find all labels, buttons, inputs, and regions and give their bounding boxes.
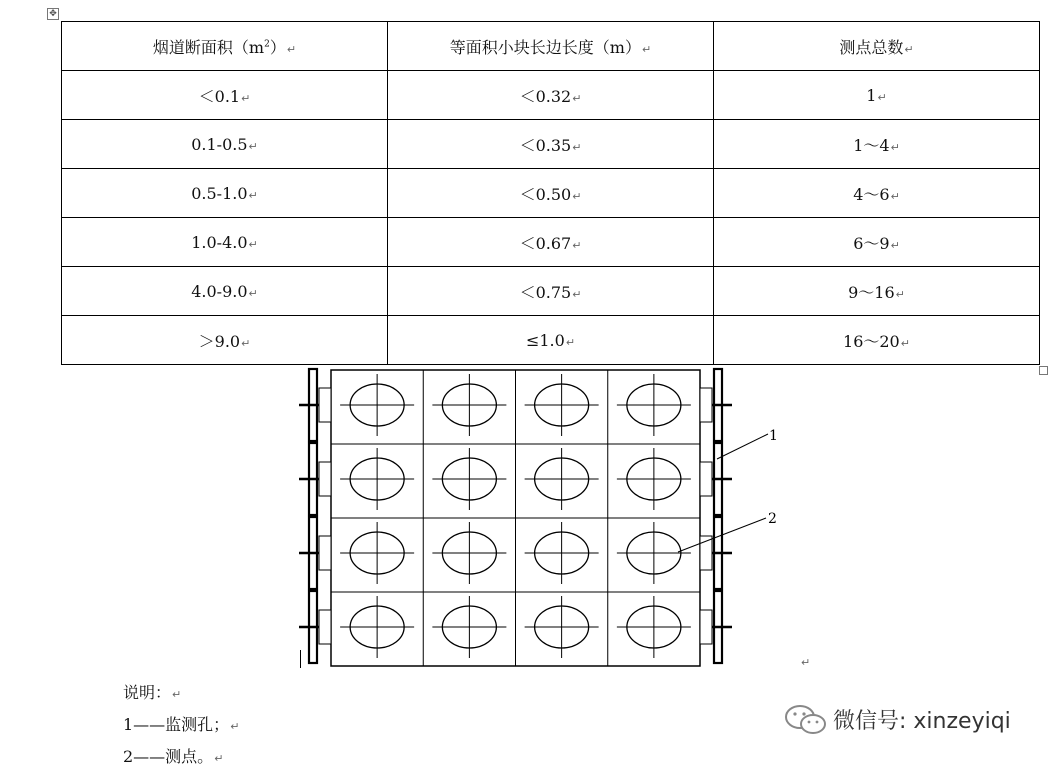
table-cell: ＜0.1↵ (62, 71, 388, 120)
table-cell: ＜0.35↵ (388, 120, 714, 169)
table-cell: ≤1.0↵ (388, 316, 714, 365)
label-2: 2 (768, 511, 777, 527)
port-nozzle (700, 388, 712, 422)
table-cell: 4～6↵ (714, 169, 1040, 218)
table-move-handle[interactable]: ✥ (47, 8, 59, 20)
header-cell: 等面积小块长边长度（m）↵ (388, 22, 714, 71)
table-cell: 6～9↵ (714, 218, 1040, 267)
note-item-1: 1——监测孔；↵ (123, 715, 240, 734)
port-nozzle (700, 610, 712, 644)
port-nozzle (319, 536, 331, 570)
note-title: 说明：↵ (123, 683, 182, 702)
port-nozzle (700, 462, 712, 496)
table-cell: 4.0-9.0↵ (62, 267, 388, 316)
paragraph-mark: ↵ (801, 656, 811, 669)
table-cell: 0.1-0.5↵ (62, 120, 388, 169)
grid-layer (331, 370, 700, 666)
table-cell: ＜0.75↵ (388, 267, 714, 316)
table-cell: ＜0.67↵ (388, 218, 714, 267)
note-item-2: 2——测点。↵ (123, 747, 224, 766)
port-nozzle (319, 388, 331, 422)
table-cell: 1.0-4.0↵ (62, 218, 388, 267)
wechat-icon (784, 704, 828, 736)
table-cell: 1～4↵ (714, 120, 1040, 169)
header-cell: 烟道断面积$(m^2)↵$ (62, 22, 388, 71)
table-cell: 9～16↵ (714, 267, 1040, 316)
table-cell: ＞9.0↵ (62, 316, 388, 365)
table-cell: ＜0.32↵ (388, 71, 714, 120)
leader-line-1 (717, 434, 768, 459)
table-cell: ＜0.50↵ (388, 169, 714, 218)
text-cursor (300, 650, 301, 668)
table-cell: 16～20↵ (714, 316, 1040, 365)
label-1: 1 (769, 428, 778, 444)
port-nozzle (319, 462, 331, 496)
header-cell: 测点总数↵ (714, 22, 1040, 71)
port-nozzle (319, 610, 331, 644)
table-cell: 1↵ (714, 71, 1040, 120)
watermark-text: 微信号: xinzeyiqi (833, 709, 1011, 734)
table-cell: 0.5-1.0↵ (62, 169, 388, 218)
